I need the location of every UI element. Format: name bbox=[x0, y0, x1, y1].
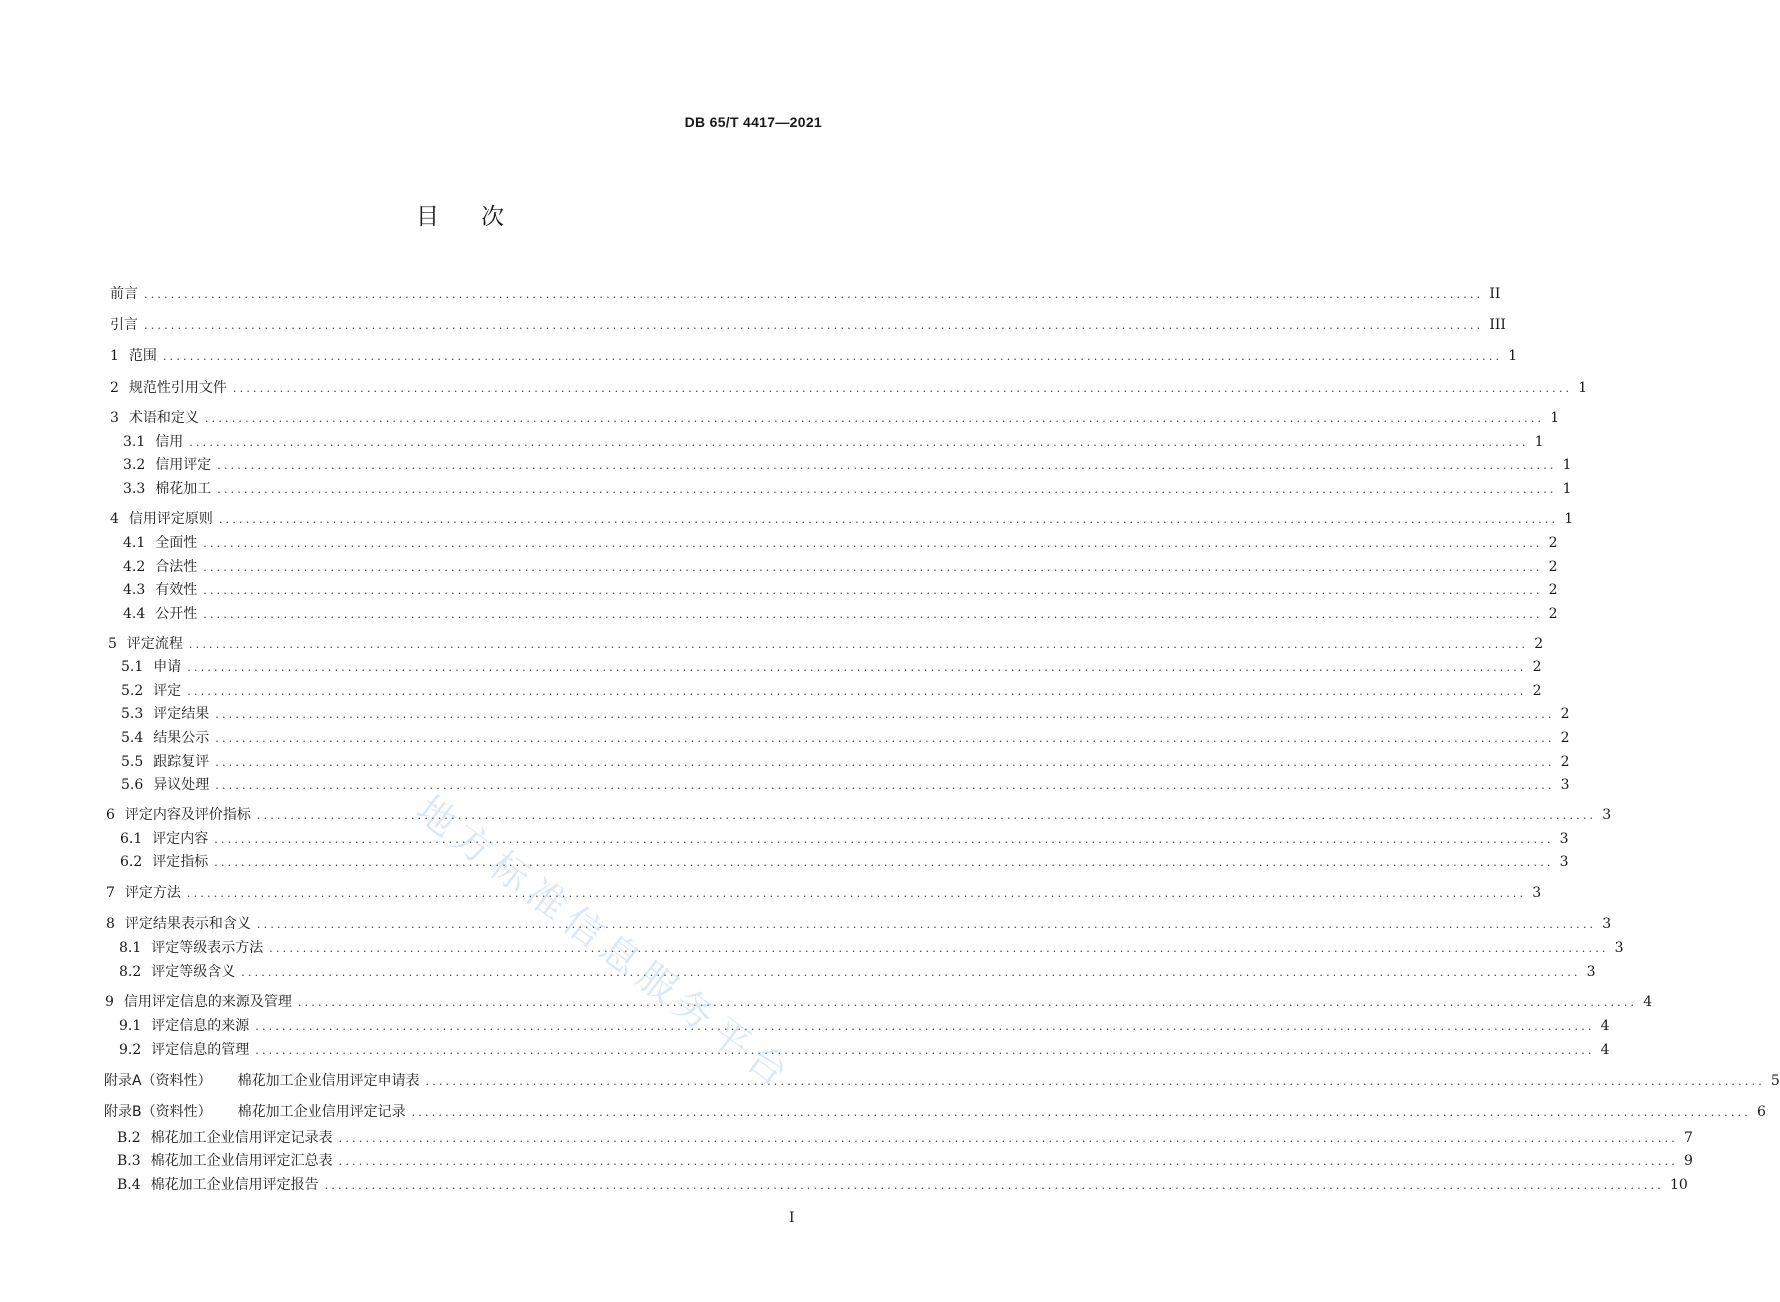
toc-entry-label: 评定信息的管理 bbox=[151, 1042, 250, 1058]
toc-entry-label: 评定信息的来源 bbox=[151, 1018, 250, 1034]
toc-entry[interactable] bbox=[123, 432, 1544, 452]
toc-entry-page: 1 bbox=[1562, 481, 1572, 497]
toc-leader-dots: ........................................................................................................................................................................................................ bbox=[297, 996, 1638, 1009]
toc-entry-number: 4.3 bbox=[123, 582, 146, 598]
toc-entry-label: 信用评定原则 bbox=[128, 511, 213, 527]
toc-entry[interactable] bbox=[121, 704, 1570, 724]
toc-entry[interactable] bbox=[117, 1175, 1688, 1195]
toc-entry-page: III bbox=[1489, 317, 1506, 333]
toc-entry-number: 1 bbox=[110, 348, 119, 364]
toc-entry-number: 5.6 bbox=[121, 777, 144, 793]
toc-leader-dots: ........................................................................................................................................................................................................ bbox=[186, 887, 1527, 900]
toc-entry-number: 3 bbox=[110, 410, 119, 426]
toc-entry[interactable] bbox=[106, 914, 1612, 934]
toc-entry-page: 3 bbox=[1602, 916, 1612, 932]
toc-entry-page: 2 bbox=[1548, 559, 1558, 575]
toc-leader-dots: ........................................................................................................................................................................................................ bbox=[255, 1044, 1595, 1057]
toc-entry[interactable] bbox=[104, 1102, 1766, 1122]
toc-entry-page: 3 bbox=[1559, 831, 1569, 847]
toc-entry-page: 4 bbox=[1643, 994, 1653, 1010]
toc-leader-dots: ........................................................................................................................................................................................................ bbox=[203, 561, 1543, 574]
toc-leader-dots: ........................................................................................................................................................................................................ bbox=[256, 918, 1597, 931]
toc-leader-dots: ........................................................................................................................................................................................................ bbox=[203, 584, 1543, 597]
toc-entry-page: 2 bbox=[1534, 636, 1544, 652]
toc-entry-page: 2 bbox=[1560, 706, 1570, 722]
toc-entry-number: 5.1 bbox=[121, 659, 144, 675]
toc-entry[interactable] bbox=[117, 1128, 1693, 1148]
toc-entry-page: 1 bbox=[1534, 434, 1544, 450]
toc-leader-dots: ........................................................................................................................................................................................................ bbox=[255, 1020, 1595, 1033]
toc-entry-page: 10 bbox=[1669, 1177, 1688, 1193]
toc-entry-page: 2 bbox=[1560, 730, 1570, 746]
toc-leader-dots: ........................................................................................................................................................................................................ bbox=[203, 537, 1543, 550]
toc-entry-number: 4 bbox=[110, 511, 119, 527]
toc-entry-label: 棉花加工 bbox=[155, 481, 212, 497]
toc-entry[interactable] bbox=[123, 604, 1558, 624]
toc-entry-page: II bbox=[1489, 286, 1501, 302]
toc-leader-dots: ........................................................................................................................................................................................................ bbox=[215, 708, 1555, 721]
toc-leader-dots: ........................................................................................................................................................................................................ bbox=[214, 833, 1554, 846]
toc-entry-number: 5 bbox=[108, 636, 117, 652]
toc-leader-dots: ........................................................................................................................................................................................................ bbox=[214, 856, 1554, 869]
toc-entry-label: 棉花加工企业信用评定汇总表 bbox=[150, 1153, 333, 1169]
toc-leader-dots: ........................................................................................................................................................................................................ bbox=[215, 779, 1555, 792]
toc-leader-dots: ........................................................................................................................................................................................................ bbox=[338, 1155, 1678, 1168]
toc-entry[interactable] bbox=[110, 408, 1560, 428]
toc-leader-dots: ........................................................................................................................................................................................................ bbox=[232, 382, 1573, 395]
toc-entry[interactable] bbox=[117, 1151, 1693, 1171]
toc-leader-dots: ........................................................................................................................................................................................................ bbox=[187, 661, 1527, 674]
toc-entry[interactable] bbox=[104, 1071, 1780, 1091]
toc-entry[interactable] bbox=[123, 557, 1558, 577]
toc-entry-label: 范围 bbox=[128, 348, 157, 364]
toc-leader-dots: ........................................................................................................................................................................................................ bbox=[187, 685, 1527, 698]
toc-entry[interactable] bbox=[108, 634, 1544, 654]
toc-entry-label: 评定内容及评价指标 bbox=[124, 807, 251, 823]
toc-entry-page: 3 bbox=[1602, 807, 1612, 823]
toc-entry-prefix: 附录A（资料性） bbox=[104, 1073, 212, 1089]
toc-entry-label: 评定结果表示和含义 bbox=[124, 916, 251, 932]
toc-leader-dots: ........................................................................................................................................................................................................ bbox=[162, 350, 1503, 363]
toc-entry-label: 评定内容 bbox=[152, 831, 209, 847]
toc-entry[interactable] bbox=[120, 829, 1569, 849]
toc-entry-label: 评定流程 bbox=[126, 636, 183, 652]
toc-entry-label: 合法性 bbox=[155, 559, 198, 575]
toc-leader-dots: ........................................................................................................................................................................................................ bbox=[425, 1075, 1765, 1088]
toc-leader-dots: ........................................................................................................................................................................................................ bbox=[217, 459, 1557, 472]
toc-entry-page: 1 bbox=[1578, 380, 1588, 396]
toc-leader-dots: ........................................................................................................................................................................................................ bbox=[217, 483, 1557, 496]
toc-entry-label: 棉花加工企业信用评定记录 bbox=[237, 1104, 406, 1120]
toc-entry-prefix: 引言 bbox=[110, 317, 138, 333]
toc-entry[interactable] bbox=[121, 657, 1542, 677]
toc-entry[interactable] bbox=[110, 284, 1501, 304]
toc-entry-label: 信用评定 bbox=[155, 457, 212, 473]
page-number: I bbox=[789, 1210, 795, 1226]
toc-entry[interactable] bbox=[106, 883, 1542, 903]
title-char-2: 次 bbox=[481, 204, 504, 230]
toc-leader-dots: ........................................................................................................................................................................................................ bbox=[256, 809, 1597, 822]
toc-entry[interactable] bbox=[110, 315, 1506, 335]
watermark: 地方标准信息服务平台 bbox=[408, 787, 802, 1100]
toc-entry-number: 5.2 bbox=[121, 683, 144, 699]
toc-entry-number: 9.1 bbox=[119, 1018, 142, 1034]
toc-entry-page: 4 bbox=[1600, 1042, 1610, 1058]
toc-leader-dots: ........................................................................................................................................................................................................ bbox=[338, 1132, 1678, 1145]
toc-entry[interactable] bbox=[106, 805, 1612, 825]
toc-entry-label: 信用评定信息的来源及管理 bbox=[123, 994, 292, 1010]
title-char-1: 目 bbox=[416, 204, 439, 230]
toc-entry-label: 申请 bbox=[153, 659, 182, 675]
toc-entry-label: 全面性 bbox=[155, 535, 198, 551]
toc-leader-dots: ........................................................................................................................................................................................................ bbox=[215, 732, 1555, 745]
document-code: DB 65/T 4417—2021 bbox=[684, 114, 822, 130]
toc-entry-page: 3 bbox=[1532, 885, 1542, 901]
toc-entry-page: 1 bbox=[1564, 511, 1574, 527]
toc-entry-number: 6.1 bbox=[120, 831, 143, 847]
toc-entry-label: 评定方法 bbox=[124, 885, 181, 901]
toc-entry-page: 2 bbox=[1532, 659, 1542, 675]
toc-entry-page: 3 bbox=[1560, 777, 1570, 793]
toc-entry-number: 6.2 bbox=[120, 854, 143, 870]
toc-entry-label: 术语和定义 bbox=[128, 410, 199, 426]
toc-entry-page: 2 bbox=[1532, 683, 1542, 699]
toc-entry-number: B.2 bbox=[117, 1130, 141, 1146]
toc-entry-page: 2 bbox=[1548, 606, 1558, 622]
toc-entry-number: 3.3 bbox=[123, 481, 146, 497]
toc-entry-page: 6 bbox=[1756, 1104, 1766, 1120]
toc-entry[interactable] bbox=[119, 1016, 1610, 1036]
toc-entry-label: 结果公示 bbox=[153, 730, 210, 746]
toc-entry-page: 1 bbox=[1508, 348, 1518, 364]
toc-entry-label: 规范性引用文件 bbox=[128, 380, 227, 396]
toc-entry-number: 4.1 bbox=[123, 535, 146, 551]
toc-entry-label: 评定 bbox=[153, 683, 182, 699]
toc-leader-dots: ........................................................................................................................................................................................................ bbox=[269, 942, 1609, 955]
toc-entry[interactable] bbox=[123, 479, 1572, 499]
toc-entry-page: 4 bbox=[1600, 1018, 1610, 1034]
toc-entry-number: 7 bbox=[106, 885, 115, 901]
toc-entry-label: 评定等级含义 bbox=[151, 964, 236, 980]
toc-entry-page: 1 bbox=[1550, 410, 1560, 426]
toc-entry[interactable] bbox=[121, 752, 1570, 772]
toc-leader-dots: ........................................................................................................................................................................................................ bbox=[218, 513, 1559, 526]
toc-entry[interactable] bbox=[123, 533, 1558, 553]
toc-entry-label: 评定结果 bbox=[153, 706, 210, 722]
toc-entry-number: 8 bbox=[106, 916, 115, 932]
toc-entry-number: 2 bbox=[110, 380, 119, 396]
toc-entry-label: 跟踪复评 bbox=[153, 754, 210, 770]
toc-entry-label: 棉花加工企业信用评定记录表 bbox=[150, 1130, 333, 1146]
toc-entry-label: 信用 bbox=[155, 434, 184, 450]
toc-entry-page: 7 bbox=[1683, 1130, 1693, 1146]
toc-entry-number: 9 bbox=[105, 994, 114, 1010]
toc-entry-number: 5.4 bbox=[121, 730, 144, 746]
toc-entry-label: 异议处理 bbox=[153, 777, 210, 793]
toc-entry[interactable] bbox=[123, 580, 1558, 600]
toc-entry-page: 9 bbox=[1683, 1153, 1693, 1169]
toc-entry-prefix: 附录B（资料性） bbox=[104, 1104, 212, 1120]
toc-leader-dots: ........................................................................................................................................................................................................ bbox=[188, 638, 1529, 651]
toc-leader-dots: ........................................................................................................................................................................................................ bbox=[144, 288, 1484, 301]
toc-entry-number: 4.4 bbox=[123, 606, 146, 622]
toc-entry-page: 2 bbox=[1548, 582, 1558, 598]
toc-entry-prefix: 前言 bbox=[110, 286, 138, 302]
toc-entry[interactable] bbox=[121, 775, 1570, 795]
toc-entry-page: 1 bbox=[1562, 457, 1572, 473]
toc-entry[interactable] bbox=[120, 852, 1569, 872]
toc-entry-page: 3 bbox=[1586, 964, 1596, 980]
toc-entry-number: 3.1 bbox=[123, 434, 146, 450]
toc-entry-number: 9.2 bbox=[119, 1042, 142, 1058]
toc-entry[interactable] bbox=[119, 962, 1596, 982]
toc-leader-dots: ........................................................................................................................................................................................................ bbox=[189, 436, 1529, 449]
toc-entry[interactable] bbox=[110, 509, 1574, 529]
toc-leader-dots: ........................................................................................................................................................................................................ bbox=[144, 319, 1484, 332]
toc-entry-label: 有效性 bbox=[155, 582, 198, 598]
toc-entry-number: 4.2 bbox=[123, 559, 146, 575]
toc-entry[interactable] bbox=[105, 992, 1653, 1012]
toc-leader-dots: ........................................................................................................................................................................................................ bbox=[204, 412, 1545, 425]
toc-entry-number: 8.2 bbox=[119, 964, 142, 980]
toc-leader-dots: ........................................................................................................................................................................................................ bbox=[324, 1179, 1664, 1192]
toc-entry-number: 8.1 bbox=[119, 940, 142, 956]
toc-entry[interactable] bbox=[121, 728, 1570, 748]
toc-entry-page: 2 bbox=[1548, 535, 1558, 551]
toc-entry[interactable] bbox=[110, 346, 1518, 366]
toc-entry-page: 3 bbox=[1614, 940, 1624, 956]
toc-entry-label: 评定指标 bbox=[152, 854, 209, 870]
toc-entry-label: 公开性 bbox=[155, 606, 198, 622]
toc-entry-number: 5.3 bbox=[121, 706, 144, 722]
toc-entry-number: B.4 bbox=[117, 1177, 141, 1193]
toc-entry-number: B.3 bbox=[117, 1153, 141, 1169]
toc-entry-page: 5 bbox=[1770, 1073, 1780, 1089]
toc-entry[interactable] bbox=[110, 378, 1588, 398]
toc-entry-page: 3 bbox=[1559, 854, 1569, 870]
toc-entry-number: 5.5 bbox=[121, 754, 144, 770]
toc-entry[interactable] bbox=[119, 938, 1624, 958]
toc-leader-dots: ........................................................................................................................................................................................................ bbox=[215, 756, 1555, 769]
toc-entry-label: 棉花加工企业信用评定申请表 bbox=[237, 1073, 420, 1089]
toc-entry-number: 6 bbox=[106, 807, 115, 823]
toc-entry-page: 2 bbox=[1560, 754, 1570, 770]
toc-entry[interactable] bbox=[123, 455, 1572, 475]
toc-entry[interactable] bbox=[121, 681, 1542, 701]
toc-leader-dots: ........................................................................................................................................................................................................ bbox=[203, 608, 1543, 621]
toc-entry-number: 3.2 bbox=[123, 457, 146, 473]
toc-leader-dots: ........................................................................................................................................................................................................ bbox=[241, 966, 1581, 979]
toc-entry[interactable] bbox=[119, 1040, 1610, 1060]
toc-entry-label: 棉花加工企业信用评定报告 bbox=[150, 1177, 319, 1193]
toc-entry-label: 评定等级表示方法 bbox=[151, 940, 264, 956]
toc-leader-dots: ........................................................................................................................................................................................................ bbox=[411, 1106, 1751, 1119]
